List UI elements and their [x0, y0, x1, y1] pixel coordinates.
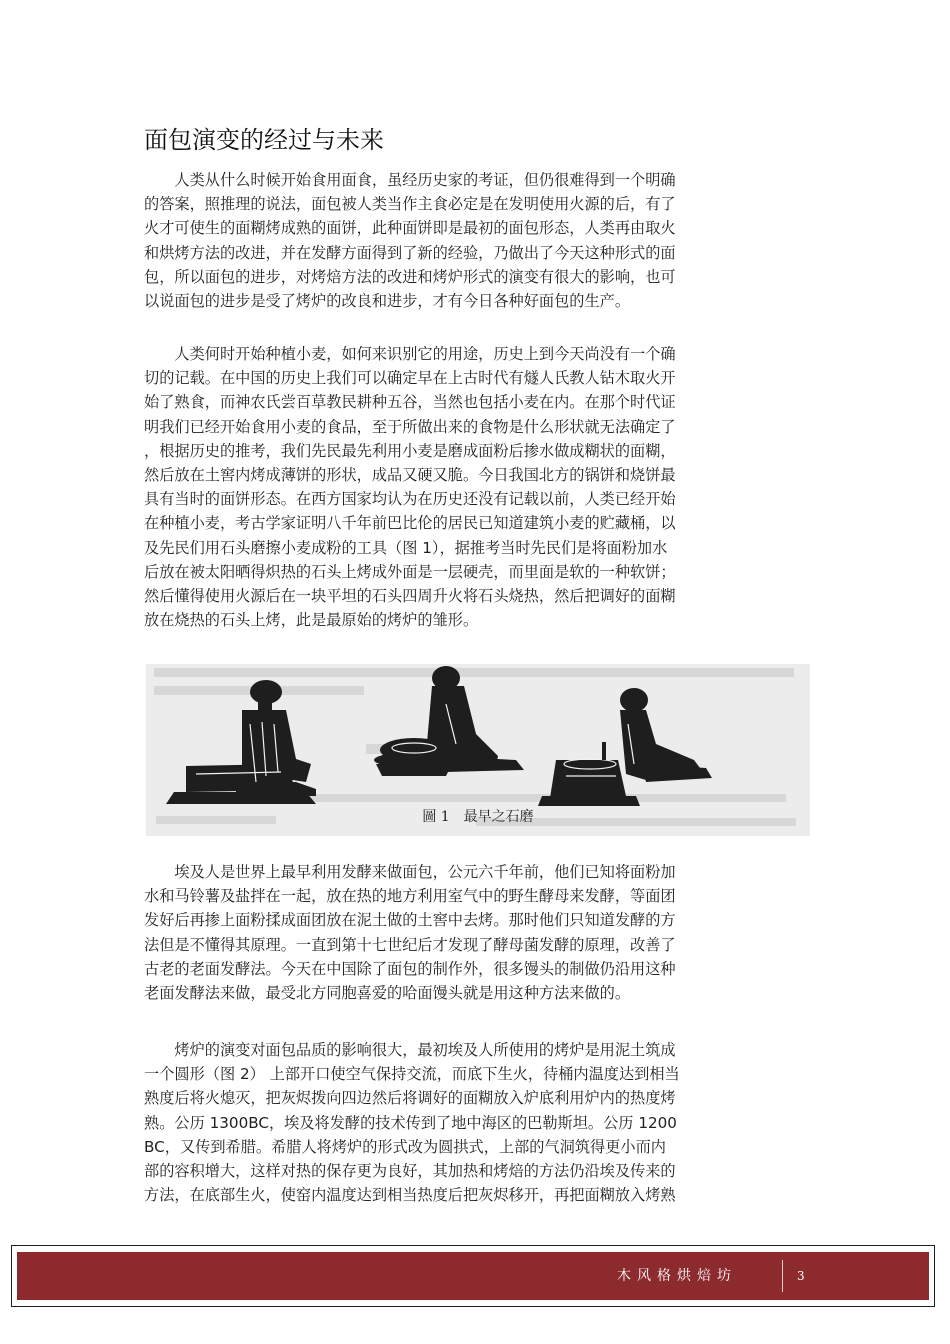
paragraph-line: BC，又传到希腊。希腊人将烤炉的形式改为圆拱式，上部的气洞筑得更小而内	[144, 1137, 666, 1156]
paragraph-line: ，根据历史的推考，我们先民最先利用小麦是磨成面粉后掺水做成糊状的面糊，	[144, 441, 676, 460]
paragraph-line: 后放在被太阳晒得炽热的石头上烤成外面是一层硬壳，而里面是软的一种软饼；	[144, 562, 676, 581]
paragraph-line: 在种植小麦，考古学家证明八千年前巴比伦的居民已知道建筑小麦的贮藏桶，以	[144, 514, 676, 533]
paragraph-line: 及先民们用石头磨擦小麦成粉的工具（图 1），据推考当时先民们是将面粉加水	[144, 538, 668, 557]
paragraph-line: 发好后再掺上面粉揉成面团放在泥土做的土窖中去烤。那时他们只知道发酵的方	[144, 911, 676, 930]
paragraph-line: 的答案，照推理的说法，面包被人类当作主食必定是在发明使用火源的后，有了	[144, 195, 676, 214]
paragraph-line: 一个圆形（图 2） 上部开口使空气保持交流，而底下生火，待桶内温度达到相当	[144, 1065, 680, 1084]
paragraph-line: 和烘烤方法的改进，并在发酵方面得到了新的经验，乃做出了今天这种形式的面	[144, 243, 676, 262]
paragraph-line: 水和马铃薯及盐拌在一起，放在热的地方利用室气中的野生酵母来发酵，等面团	[144, 887, 676, 906]
paragraph-line: 埃及人是世界上最早利用发酵来做面包，公元六千年前，他们已知将面粉加	[144, 863, 676, 881]
paragraph-4	[144, 1038, 736, 1207]
paragraph-2	[144, 342, 736, 632]
page-title: 面包演变的经过与未来	[144, 126, 384, 154]
paragraph-line: 始了熟食，而神农氏尝百草教民耕种五谷，当然也包括小麦在内。在那个时代证	[144, 393, 676, 412]
paragraph-line: 烤炉的演变对面包品质的影响很大，最初埃及人所使用的烤炉是用泥土筑成	[144, 1041, 676, 1059]
paragraph-line: 熟度后将火熄灭，把灰烬拨向四边然后将调好的面糊放入炉底利用炉内的热度烤	[144, 1089, 676, 1108]
paragraph-line: 明我们已经开始食用小麦的食品，至于所做出来的食物是什么形状就无法确定了	[144, 417, 676, 436]
paragraph-line: 以说面包的进步是受了烤炉的改良和进步，才有今日各种好面包的生产。	[144, 291, 630, 310]
paragraph-line: 老面发酵法来做，最受北方同胞喜爱的哈面馒头就是用这种方法来做的。	[144, 983, 630, 1002]
footer-brand: 木风格烘焙坊	[617, 1268, 737, 1284]
paragraph-line: 部的容积增大，这样对热的保存更为良好，其加热和烤焙的方法仍沿埃及传来的	[144, 1161, 676, 1180]
paragraph-line: 方法，在底部生火，使窑内温度达到相当热度后把灰烬移开，再把面糊放入烤熟	[144, 1186, 676, 1205]
paragraph-line: 然后懂得使用火源后在一块平坦的石头四周升火将石头烧热，然后把调好的面糊	[144, 586, 676, 605]
footer-divider	[782, 1260, 783, 1292]
paragraph-1	[144, 168, 736, 313]
paragraph-line: 火才可使生的面糊烤成熟的面饼，此种面饼即是最初的面包形态，人类再由取火	[144, 219, 676, 238]
paragraph-line: 法但是不懂得其原理。一直到第十七世纪后才发现了酵母菌发酵的原理，改善了	[144, 935, 676, 954]
paragraph-3	[144, 860, 736, 1005]
paragraph-line: 包，所以面包的进步，对烤焙方法的改进和烤炉形式的演变有很大的影响，也可	[144, 267, 676, 286]
paragraph-line: 人类何时开始种植小麦，如何来识别它的用途，历史上到今天尚没有一个确	[144, 345, 676, 363]
figure-stone-mill	[146, 664, 810, 836]
paragraph-line: 具有当时的面饼形态。在西方国家均认为在历史还没有记载以前，人类已经开始	[144, 490, 676, 509]
paragraph-line: 切的记载。在中国的历史上我们可以确定早在上古时代有燧人氏教人钻木取火开	[144, 369, 676, 388]
paragraph-line: 人类从什么时候开始食用面食，虽经历史家的考证，但仍很难得到一个明确	[144, 171, 676, 189]
page-number: 3	[797, 1269, 805, 1283]
paragraph-line: 古老的老面发酵法。今天在中国除了面包的制作外，很多馒头的制做仍沿用这种	[144, 959, 676, 978]
figure-caption: 圖 1 最早之石磨	[422, 809, 534, 825]
paragraph-line: 放在烧热的石头上烤，此是最原始的烤炉的雏形。	[144, 611, 479, 630]
paragraph-line: 然后放在土窖内烤成薄饼的形状，成品又硬又脆。今日我国北方的锅饼和烧饼最	[144, 465, 676, 484]
footer-bar	[17, 1252, 929, 1300]
paragraph-line: 熟。公历 1300BC，埃及将发酵的技术传到了地中海区的巴勒斯坦。公历 1200	[144, 1113, 677, 1132]
